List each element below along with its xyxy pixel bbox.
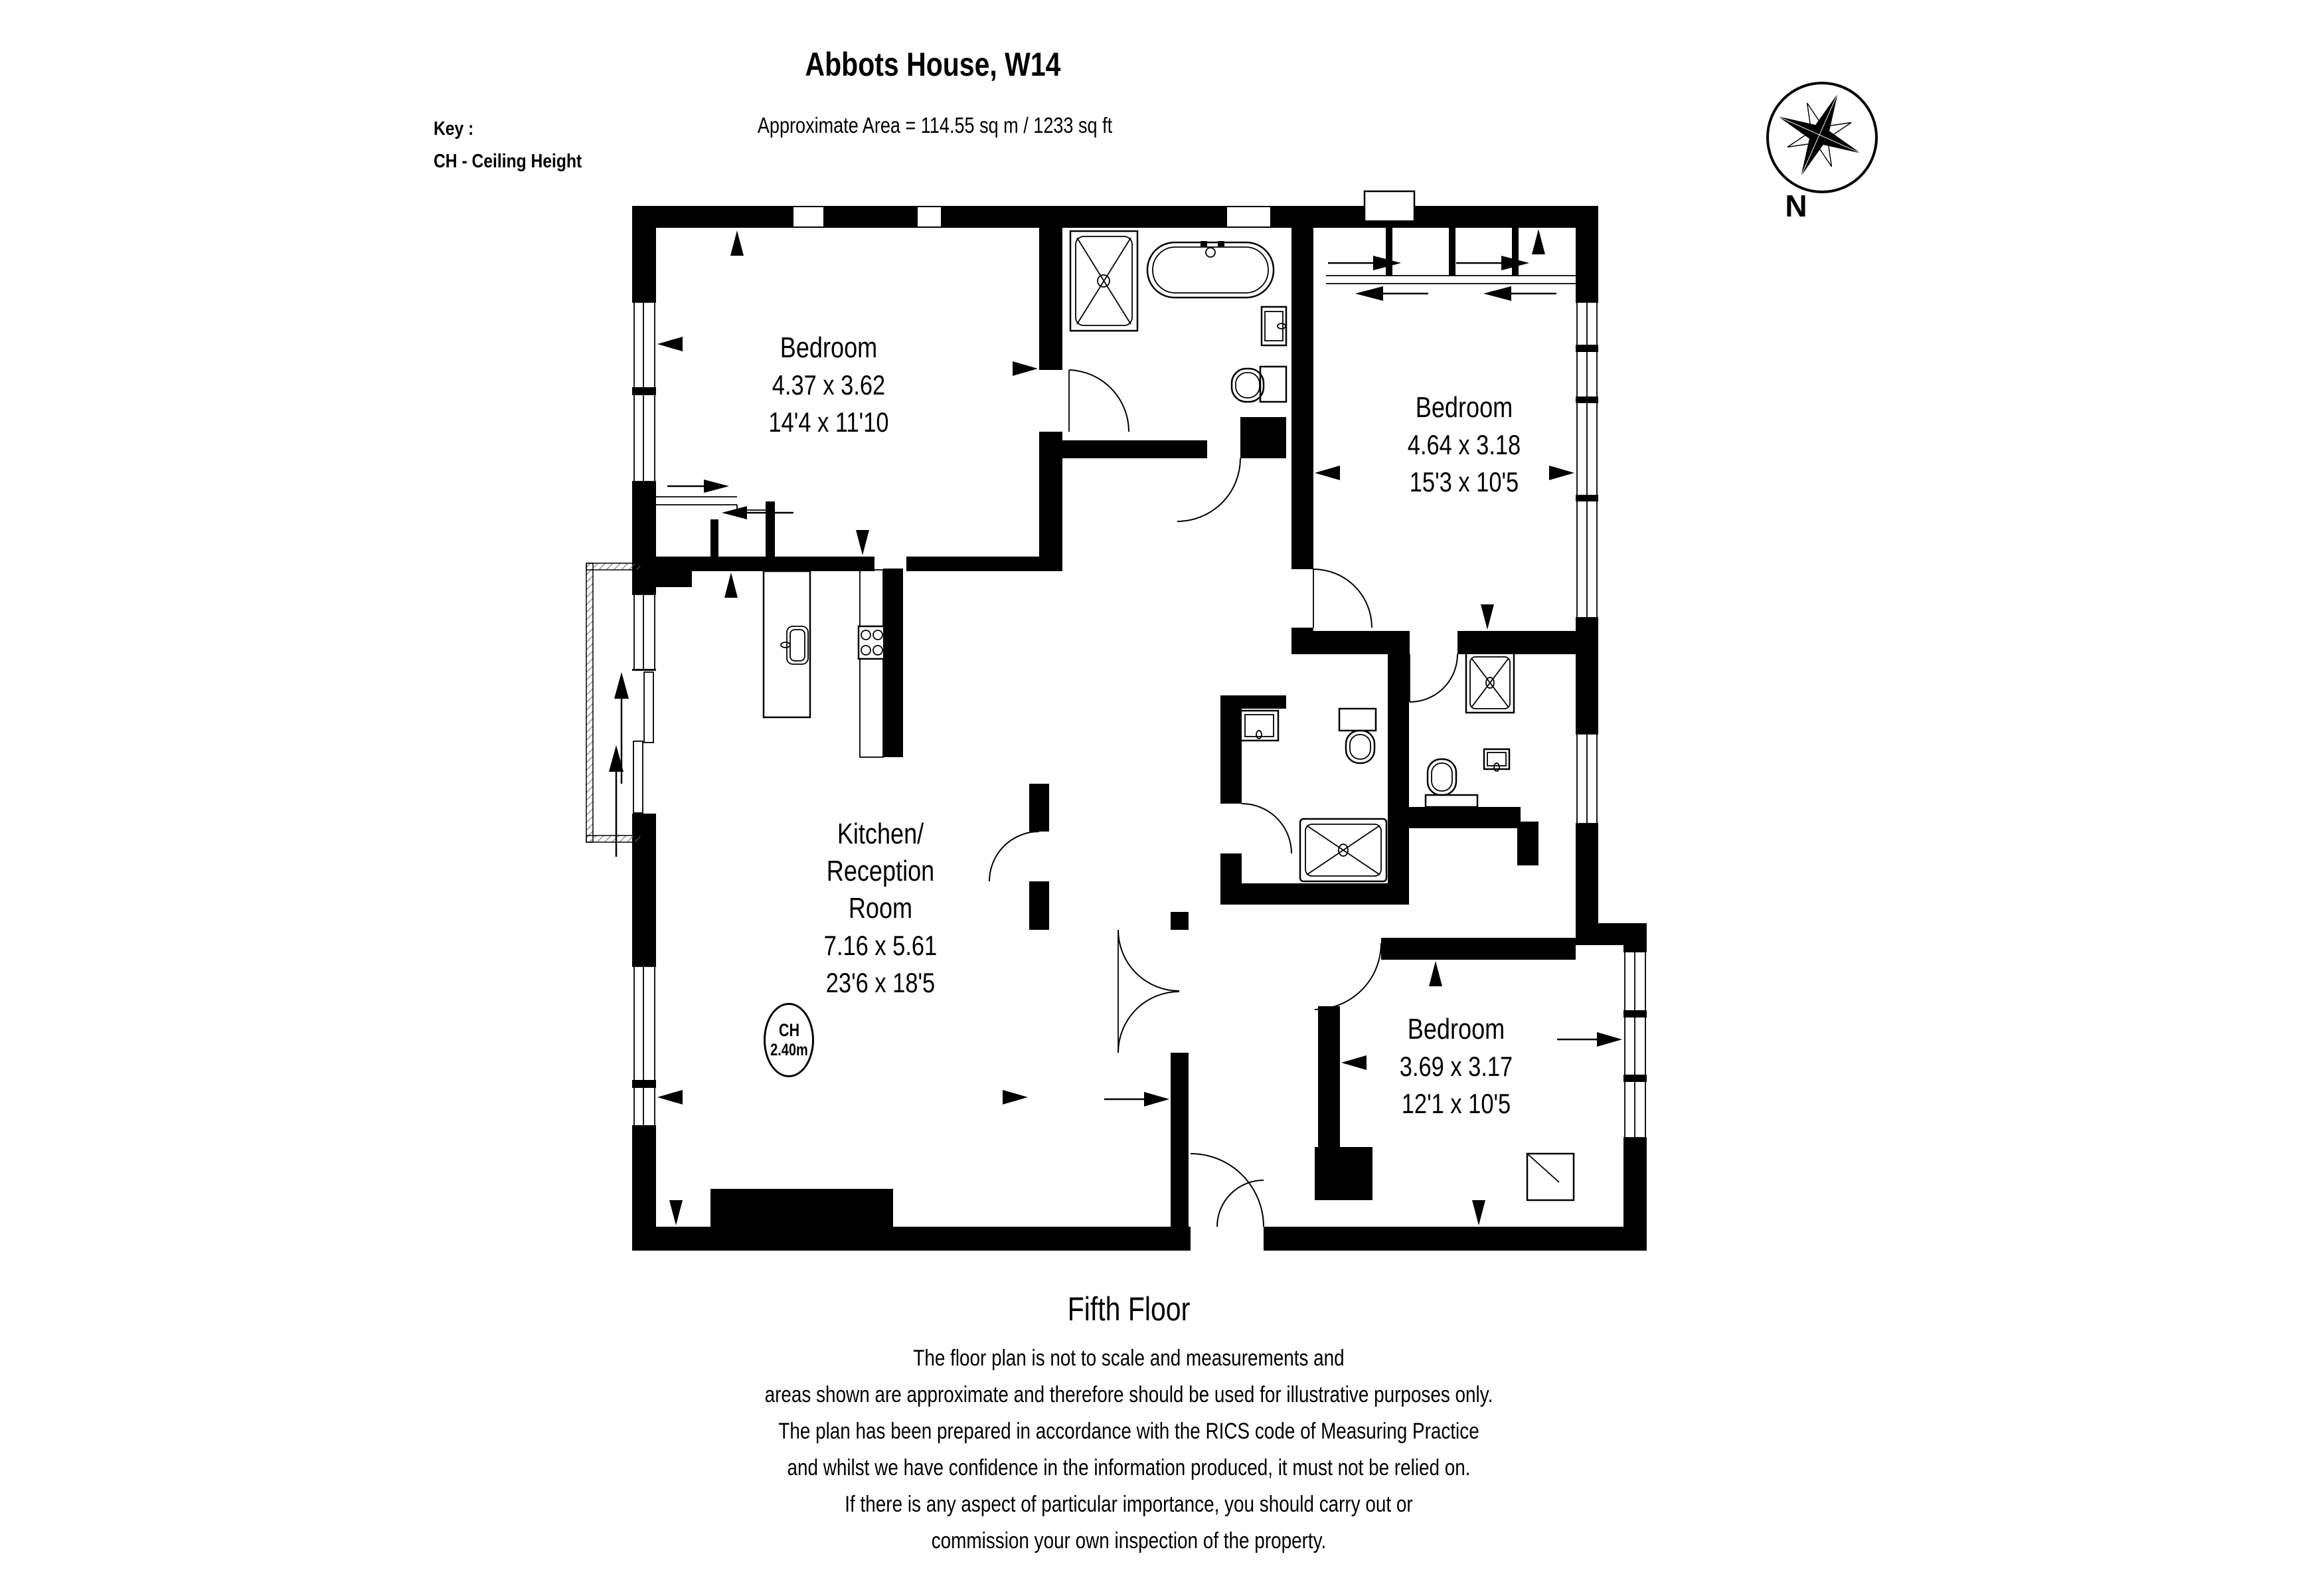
room-imperial: 14'4 x 11'10: [768, 406, 889, 438]
room-name: Bedroom: [780, 331, 878, 364]
room-label-kitchen-reception: [824, 816, 937, 1002]
toilet-3-icon: [1426, 759, 1477, 807]
disclaimer-line: commission your own inspection of the property.: [931, 1528, 1327, 1553]
room-metric: 3.69 x 3.17: [1399, 1051, 1513, 1082]
sink-3-icon: [1484, 749, 1509, 771]
shower-tray-1-icon: [1070, 231, 1137, 331]
shower-tray-3-icon: [1466, 653, 1514, 713]
closet-bedroom3: [1527, 1154, 1574, 1200]
room-name: Reception: [826, 855, 935, 887]
hob-icon: [859, 570, 884, 757]
shower-tray-2-icon: [1300, 819, 1386, 881]
approximate-area-text: Approximate Area = 114.55 sq m / 1233 sq ft: [757, 113, 1113, 137]
kitchen-island: [764, 571, 810, 717]
floor-name: Fifth Floor: [1067, 1290, 1191, 1328]
room-label-bedroom-2: [1408, 389, 1521, 501]
ch-label: CH: [778, 1020, 799, 1040]
toilet-1-icon: [1232, 367, 1286, 402]
sliding-door: [632, 671, 656, 814]
closet-bedroom1: [656, 480, 793, 519]
room-metric: 7.16 x 5.61: [823, 930, 938, 961]
room-imperial: 23'6 x 18'5: [825, 967, 936, 998]
compass-rose-icon: [1766, 82, 1878, 193]
room-imperial: 15'3 x 10'5: [1409, 466, 1519, 497]
room-label-bedroom-3: [1400, 1011, 1513, 1122]
floorplan-drawing: [578, 186, 1706, 1282]
sink-2-icon: [1240, 711, 1278, 741]
page-title: Abbots House, W14: [805, 46, 1061, 83]
key-entry-ceiling-height: CH - Ceiling Height: [434, 151, 582, 172]
room-name: Kitchen/: [837, 818, 924, 850]
compass-north-label: N: [1785, 189, 1807, 223]
room-name: Room: [848, 892, 913, 925]
disclaimer-line: The plan has been prepared in accordance with the RICS code of Measuring Practice: [778, 1419, 1479, 1444]
ch-value: 2.40m: [770, 1041, 808, 1059]
room-label-bedroom-1: [768, 329, 888, 441]
room-name: Bedroom: [1407, 1013, 1505, 1045]
room-metric: 4.37 x 3.62: [772, 369, 886, 400]
disclaimer-line: and whilst we have confidence in the information produced, it must not be relied on.: [787, 1455, 1471, 1480]
sink-1-icon: [1262, 307, 1286, 345]
ceiling-height-badge: [764, 1003, 814, 1077]
room-metric: 4.64 x 3.18: [1407, 429, 1521, 460]
disclaimer-text: [765, 1340, 1493, 1559]
room-name: Bedroom: [1415, 391, 1513, 424]
compass-star-icon: [1769, 84, 1870, 185]
disclaimer-line: The floor plan is not to scale and measurements and: [913, 1346, 1345, 1371]
key-legend: [434, 113, 582, 178]
key-heading: Key :: [434, 118, 474, 139]
disclaimer-line: If there is any aspect of particular importance, you should carry out or: [845, 1492, 1413, 1517]
bathtub-icon: [1147, 241, 1274, 298]
toilet-2-icon: [1339, 709, 1376, 763]
room-imperial: 12'1 x 10'5: [1401, 1088, 1511, 1119]
disclaimer-line: areas shown are approximate and therefore should be used for illustrative purposes only.: [764, 1382, 1493, 1407]
